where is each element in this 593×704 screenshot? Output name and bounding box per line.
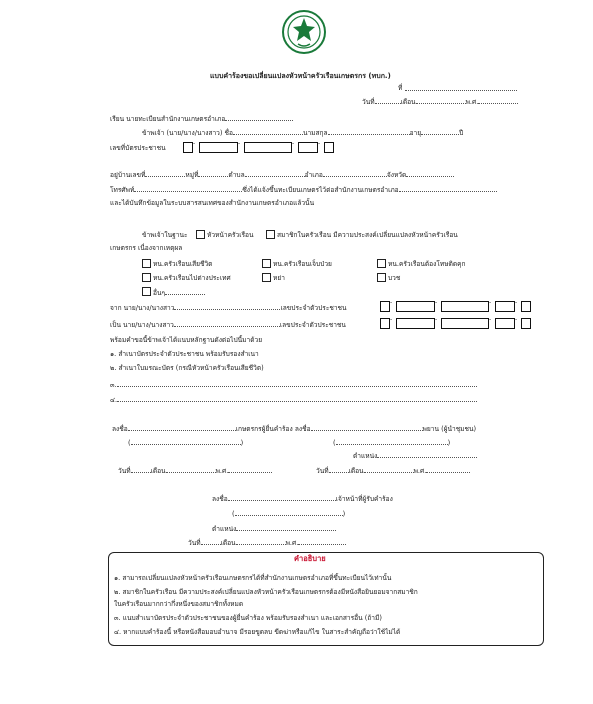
status-intro: ข้าพเจ้าในฐานะ <box>142 231 188 239</box>
id-box-group-4[interactable] <box>298 142 318 153</box>
witness-year-field[interactable] <box>426 466 470 473</box>
reason-ill: หน.ครัวเรือนเจ็บป่วย <box>273 260 332 268</box>
to-id-box-5[interactable] <box>521 318 531 329</box>
date-day-field[interactable] <box>375 97 401 104</box>
applicant-role: เกษตรกรผู้ยื่นคำร้อง <box>235 425 293 433</box>
id-box-group-5[interactable] <box>324 142 334 153</box>
farmer-reason-label: เกษตรกร เนื่องจากเหตุผล <box>110 244 183 252</box>
attach-item-2: ๒. สำเนาใบมรณะบัตร (กรณีหัวหน้าครัวเรือนเสียชีวิต) <box>110 364 264 372</box>
explanation-line-1: ๑. สามารถเปลี่ยนแปลงหัวหน้าครัวเรือนเกษตรกรได้ที่สำนักงานเกษตรอำเภอที่ขึ้นทะเบียนไว้เท่านั้น <box>114 574 392 582</box>
explanation-title: คำอธิบาย <box>294 554 326 563</box>
checkbox-reason-abroad[interactable] <box>142 273 151 282</box>
at-field[interactable] <box>405 84 517 91</box>
from-id-box-4[interactable] <box>495 301 515 312</box>
attach-item-3: ๓. <box>110 381 117 389</box>
to-name-field[interactable] <box>174 320 280 327</box>
from-id-box-1[interactable] <box>380 301 390 312</box>
to-id-box-3[interactable] <box>441 318 489 329</box>
applicant-sign-label: ลงชื่อ <box>112 425 128 433</box>
applicant-year-field[interactable] <box>228 466 272 473</box>
witness-day-field[interactable] <box>329 466 349 473</box>
applicant-printed-name[interactable] <box>131 438 241 445</box>
reason-divorce: หย่า <box>273 274 285 282</box>
from-id-box-2[interactable] <box>396 301 435 312</box>
age-unit: ปี <box>459 129 464 137</box>
explanation-line-2: ๒. สมาชิกในครัวเรือน มีความประสงค์เปลี่ยนแปลงหัวหน้าครัวเรือนเกษตรกรต้องมีหนังสือยินยอมจากสมาชิก <box>114 588 418 596</box>
applicant-month-label: เดือน <box>150 467 166 475</box>
dear-label: เรียน นายทะเบียนสำนักงานเกษตรอำเภอ <box>110 115 226 123</box>
id-box-group-3[interactable] <box>244 142 292 153</box>
moo-label: หมู่ที่ <box>185 171 199 179</box>
checkbox-reason-ordained[interactable] <box>377 273 386 282</box>
date-year-field[interactable] <box>478 97 518 104</box>
checkbox-head[interactable] <box>196 230 205 239</box>
province-field[interactable] <box>406 170 454 177</box>
from-id-box-5[interactable] <box>521 301 531 312</box>
receiver-printed-name[interactable] <box>235 509 343 516</box>
witness-month-label: เดือน <box>348 467 364 475</box>
applicant-month-field[interactable] <box>166 466 216 473</box>
witness-position-field[interactable] <box>377 451 477 458</box>
receiver-year-label: พ.ศ. <box>285 539 299 547</box>
checkbox-reason-other[interactable] <box>142 287 151 296</box>
receiver-year-field[interactable] <box>298 538 346 545</box>
id-box-group-1[interactable] <box>183 142 193 153</box>
province-label: จังหวัด <box>386 171 407 179</box>
house-no-field[interactable] <box>145 170 185 177</box>
reason-other: อื่นๆ <box>153 289 166 297</box>
name-label: ข้าพเจ้า (นาย/นาง/นางสาว) ชื่อ <box>142 129 233 137</box>
date-year-label: พ.ศ. <box>465 98 479 106</box>
age-label: อายุ <box>409 129 422 137</box>
witness-day-label: วันที่ <box>316 467 329 475</box>
checkbox-member[interactable] <box>266 230 275 239</box>
receiver-sign-field[interactable] <box>228 494 336 501</box>
tambon-field[interactable] <box>245 170 305 177</box>
phone-label: โทรศัพท์ <box>110 186 135 194</box>
receiver-sign-label: ลงชื่อ <box>212 495 228 503</box>
explanation-line-5: ๔. หากแบบคำร้องนี้ หรือหนังสือมอบอำนาจ มีรอยขูดลบ ขีดฆ่าหรือแก้ไข ในสาระสำคัญถือว่าใช้ไม่ได้ <box>114 628 401 636</box>
reason-other-field[interactable] <box>165 288 205 295</box>
applicant-sign-field[interactable] <box>128 424 236 431</box>
receiver-day-field[interactable] <box>201 538 221 545</box>
house-no-label: อยู่บ้านเลขที่ <box>110 171 146 179</box>
receiver-month-field[interactable] <box>236 538 286 545</box>
receiver-role: เจ้าหน้าที่ผู้รับคำร้อง <box>335 495 393 503</box>
witness-year-label: พ.ศ. <box>413 467 427 475</box>
reason-abroad: หน.ครัวเรือนไปต่างประเทศ <box>153 274 231 282</box>
opt-head-label: หัวหน้าครัวเรือน <box>207 231 254 239</box>
from-id-box-3[interactable] <box>441 301 489 312</box>
from-label: จาก นาย/นาง/นางสาว <box>110 304 175 312</box>
explanation-line-4: ๓. แนบสำเนาบัตรประจำตัวประชาชนของผู้ยื่นคำร้อง พร้อมรับรองสำเนา และเอกสารอื่น (ถ้ามี) <box>114 614 382 622</box>
witness-sign-label: ลงชื่อ <box>294 425 311 433</box>
checkbox-reason-divorce[interactable] <box>262 273 271 282</box>
attach-item-3-field[interactable] <box>117 380 477 387</box>
to-id-box-4[interactable] <box>495 318 515 329</box>
attach-intro: พร้อมคำขอนี้ข้าพเจ้าได้แนบหลักฐานดังต่อไปนี้มาด้วย <box>110 336 263 344</box>
to-id-box-2[interactable] <box>396 318 435 329</box>
from-name-field[interactable] <box>174 303 280 310</box>
witness-month-field[interactable] <box>364 466 414 473</box>
surname-label: นามสกุล <box>302 129 328 137</box>
registered-text: ซึ่งได้แจ้งขึ้นทะเบียนเกษตรไว้ต่อสำนักงานเกษตรอำเภอ <box>242 186 399 194</box>
reason-ordained: บวช <box>388 274 401 282</box>
from-id-label: เลขประจำตัวประชาชน <box>280 304 347 312</box>
registered-office-field[interactable] <box>399 185 497 192</box>
receiver-position-label: ตำแหน่ง <box>212 525 237 533</box>
tambon-label: ตำบล <box>228 171 245 179</box>
at-label: ที่ <box>398 84 403 92</box>
age-field[interactable] <box>421 128 459 135</box>
witness-position-label: ตำแหน่ง <box>353 452 378 460</box>
to-label: เป็น นาย/นาง/นางสาว <box>110 321 174 329</box>
receiver-position-field[interactable] <box>236 524 336 531</box>
checkbox-reason-deceased[interactable] <box>142 259 151 268</box>
applicant-year-label: พ.ศ. <box>215 467 229 475</box>
agriculture-seal-icon <box>282 10 326 54</box>
date-day-label: วันที่ <box>362 98 375 106</box>
name-field[interactable] <box>233 128 303 135</box>
receiver-month-label: เดือน <box>220 539 236 547</box>
reason-jailed: หน.ครัวเรือนต้องโทษติดคุก <box>388 260 466 268</box>
checkbox-reason-ill[interactable] <box>262 259 271 268</box>
amphoe-label: อำเภอ <box>304 171 323 179</box>
id-label: เลขที่บัตรประชาชน <box>110 144 166 152</box>
to-id-box-1[interactable] <box>380 318 390 329</box>
reason-deceased: หน.ครัวเรือนเสียชีวิต <box>153 260 213 268</box>
attach-item-4: ๔. <box>110 396 118 404</box>
applicant-day-label: วันที่ <box>118 467 131 475</box>
receiver-day-label: วันที่ <box>188 539 201 547</box>
witness-printed-name[interactable] <box>336 438 448 445</box>
form-title: แบบคำร้องขอเปลี่ยนแปลงหัวหน้าครัวเรือนเกษตรกร (ทบก.) <box>210 72 391 80</box>
attach-item-1: ๑. สำเนาบัตรประจำตัวประชาชน พร้อมรับรองสำเนา <box>110 350 259 358</box>
witness-role: พยาน (ผู้นำชุมชน) <box>422 425 477 433</box>
phone-field[interactable] <box>134 185 242 192</box>
applicant-day-field[interactable] <box>131 466 151 473</box>
date-month-label: เดือน <box>400 98 416 106</box>
opt-member-label: สมาชิกในครัวเรือน มีความประสงค์เปลี่ยนแปลงหัวหน้าครัวเรือน <box>277 231 458 239</box>
moo-field[interactable] <box>198 170 228 177</box>
witness-sign-field[interactable] <box>311 424 423 431</box>
checkbox-reason-jailed[interactable] <box>377 259 386 268</box>
id-box-group-2[interactable] <box>199 142 238 153</box>
amphoe-field[interactable] <box>323 170 387 177</box>
explanation-line-3: ในครัวเรือนมากกว่ากึ่งหนึ่งของสมาชิกทั้งหมด <box>114 600 244 608</box>
surname-field[interactable] <box>328 128 410 135</box>
dear-field[interactable] <box>225 114 293 121</box>
attach-item-4-field[interactable] <box>117 395 477 402</box>
date-month-field[interactable] <box>416 97 466 104</box>
to-id-label: เลขประจำตัวประชาชน <box>279 321 346 329</box>
recorded-text: และได้บันทึกข้อมูลในระบบสารสนเทศของสำนักงานเกษตรอำเภอแล้วนั้น <box>110 199 315 207</box>
